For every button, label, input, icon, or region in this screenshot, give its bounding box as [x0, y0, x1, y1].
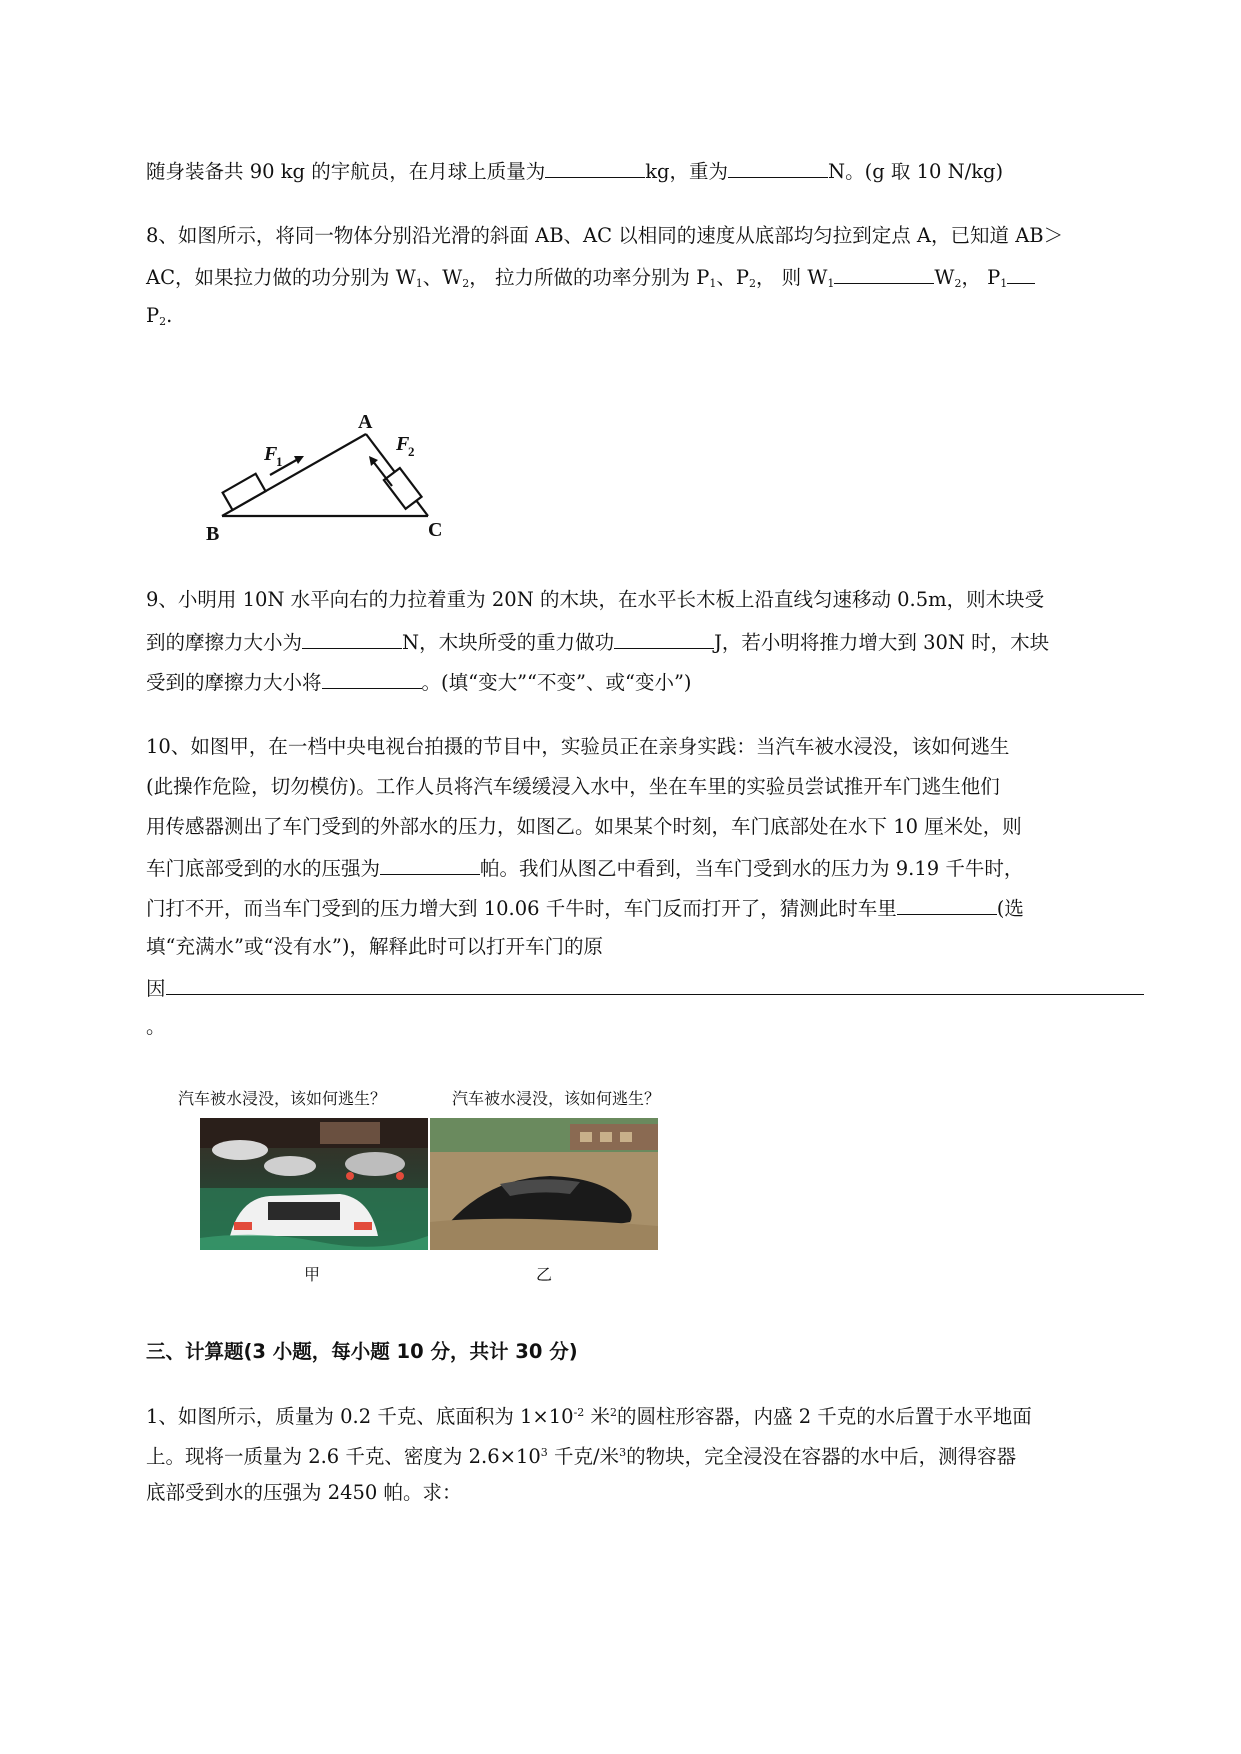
superscript: 3: [540, 1446, 548, 1459]
answer-blank[interactable]: [1007, 263, 1035, 284]
answer-blank[interactable]: [380, 854, 480, 875]
label-f1-sub: 1: [276, 454, 283, 469]
q8-text: 、P: [716, 266, 749, 289]
label-f1: F: [264, 443, 278, 465]
q8-line-3: [146, 303, 172, 335]
photo-label-right: 乙: [536, 1265, 553, 1284]
incline-figure: [200, 398, 460, 548]
q8-text: 、W: [422, 266, 463, 289]
q7-text-a: 随身装备共 90 kg 的宇航员，在月球上质量为: [146, 160, 546, 183]
subscript: 2: [748, 277, 756, 290]
block-on-ab: [223, 474, 266, 510]
superscript: 2: [610, 1406, 617, 1419]
subscript: 1: [415, 277, 423, 290]
q10-line-7: [146, 974, 1146, 1002]
q7-text-b: kg，重为: [645, 160, 729, 183]
photo-caption-left: 汽车被水浸没，该如何逃生？: [178, 1089, 387, 1108]
calc1-text: 千克/米: [547, 1445, 620, 1468]
q8-line-2: [146, 263, 1035, 297]
q8-text: ， 则 W: [755, 266, 828, 289]
q8-text: .: [166, 304, 173, 327]
q9-line-2: [146, 628, 1049, 656]
label-a: A: [358, 411, 373, 433]
q8-text: ， 拉力所做的功率分别为 P: [469, 266, 710, 289]
answer-blank[interactable]: [728, 157, 828, 178]
answer-blank[interactable]: [302, 628, 402, 649]
q9-text: N，木块所受的重力做功: [402, 631, 615, 654]
q9-text: 到的摩擦力大小为: [146, 631, 303, 654]
label-b: B: [206, 523, 220, 545]
photo-caption-right: 汽车被水浸没，该如何逃生？: [452, 1089, 661, 1108]
q8-text: ， P: [961, 266, 1001, 289]
superscript: 3: [619, 1446, 627, 1459]
q8-text: W: [934, 266, 955, 289]
calc1-text: 米: [584, 1405, 610, 1428]
q10-line-4: [146, 854, 1023, 882]
photo-flood-day: [430, 1118, 658, 1250]
calc1-text: 的物块，完全浸没在容器的水中后，测得容器: [626, 1445, 1017, 1468]
q10-line-1: 10、如图甲，在一档中央电视台拍摄的节目中，实验员正在亲身实践：当汽车被水浸没，该如何逃生: [146, 735, 1010, 758]
q10-text: 车门底部受到的水的压强为: [146, 857, 381, 880]
q10-text: (选: [996, 897, 1024, 920]
q10-line-5: [146, 894, 1024, 922]
q7-line: [146, 157, 1003, 185]
q9-text: J，若小明将推力增大到 30N 时，木块: [714, 631, 1050, 654]
label-f2: F: [396, 433, 410, 455]
calc1-line-3: 底部受到水的压强为 2450 帕。求：: [146, 1481, 462, 1504]
subscript: 1: [827, 277, 835, 290]
answer-blank-long[interactable]: [166, 974, 1144, 995]
q8-text: AC，如果拉力做的功分别为 W: [146, 266, 416, 289]
q10-line-6: 填“充满水”或“没有水”)，解释此时可以打开车门的原: [146, 935, 603, 958]
label-f2-sub: 2: [408, 444, 415, 459]
subscript: 1: [709, 277, 717, 290]
photo-flood-night: [200, 1118, 428, 1250]
q9-text: 。(填“变大”“不变”、或“变小”): [421, 671, 692, 694]
q9-line-1: 9、小明用 10N 水平向右的力拉着重为 20N 的木块，在水平长木板上沿直线匀速移动 0.5m，则木块受: [146, 588, 1045, 611]
answer-blank[interactable]: [322, 668, 422, 689]
subscript: 2: [462, 277, 470, 290]
calc1-line-1: [146, 1400, 1032, 1430]
q9-line-3: [146, 668, 692, 696]
q8-text: P: [146, 304, 160, 327]
q10-text: 帕。我们从图乙中看到，当车门受到水的压力为 9.19 千牛时，: [480, 857, 1024, 880]
calc1-line-2: [146, 1440, 1016, 1470]
answer-blank[interactable]: [897, 894, 997, 915]
subscript: 2: [954, 277, 962, 290]
q8-line-1: 8、如图所示，将同一物体分别沿光滑的斜面 AB、AC 以相同的速度从底部均匀拉到定点 A，已知道 AB＞: [146, 224, 1064, 247]
q10-line-2: (此操作危险，切勿模仿)。工作人员将汽车缓缓浸入水中，坐在车里的实验员尝试推开车门逃生他们: [146, 775, 1000, 798]
block-on-ac: [384, 468, 422, 509]
superscript: -2: [573, 1406, 585, 1419]
section-title: 三、计算题(3 小题，每小题 10 分，共计 30 分): [146, 1340, 578, 1363]
calc1-text: 1、如图所示，质量为 0.2 千克、底面积为 1×10: [146, 1405, 574, 1428]
calc1-text: 上。现将一质量为 2.6 千克、密度为 2.6×10: [146, 1445, 541, 1468]
q9-text: 受到的摩擦力大小将: [146, 671, 322, 694]
q7-text-c: N。(g 取 10 N/kg): [828, 160, 1004, 183]
q10-line-3: 用传感器测出了车门受到的外部水的压力，如图乙。如果某个时刻，车门底部处在水下 10 厘米处，则: [146, 815, 1022, 838]
answer-blank[interactable]: [545, 157, 645, 178]
answer-blank[interactable]: [834, 263, 934, 284]
q10-text: 因: [146, 977, 166, 1000]
subscript: 1: [1000, 277, 1008, 290]
photo-label-left: 甲: [304, 1265, 321, 1284]
q10-line-8: 。: [146, 1015, 166, 1038]
subscript: 2: [159, 315, 167, 328]
q10-text: 门打不开，而当车门受到的压力增大到 10.06 千牛时，车门反而打开了，猜测此时车里: [146, 897, 897, 920]
label-c: C: [428, 519, 443, 541]
answer-blank[interactable]: [614, 628, 714, 649]
calc1-text: 的圆柱形容器，内盛 2 千克的水后置于水平地面: [617, 1405, 1032, 1428]
